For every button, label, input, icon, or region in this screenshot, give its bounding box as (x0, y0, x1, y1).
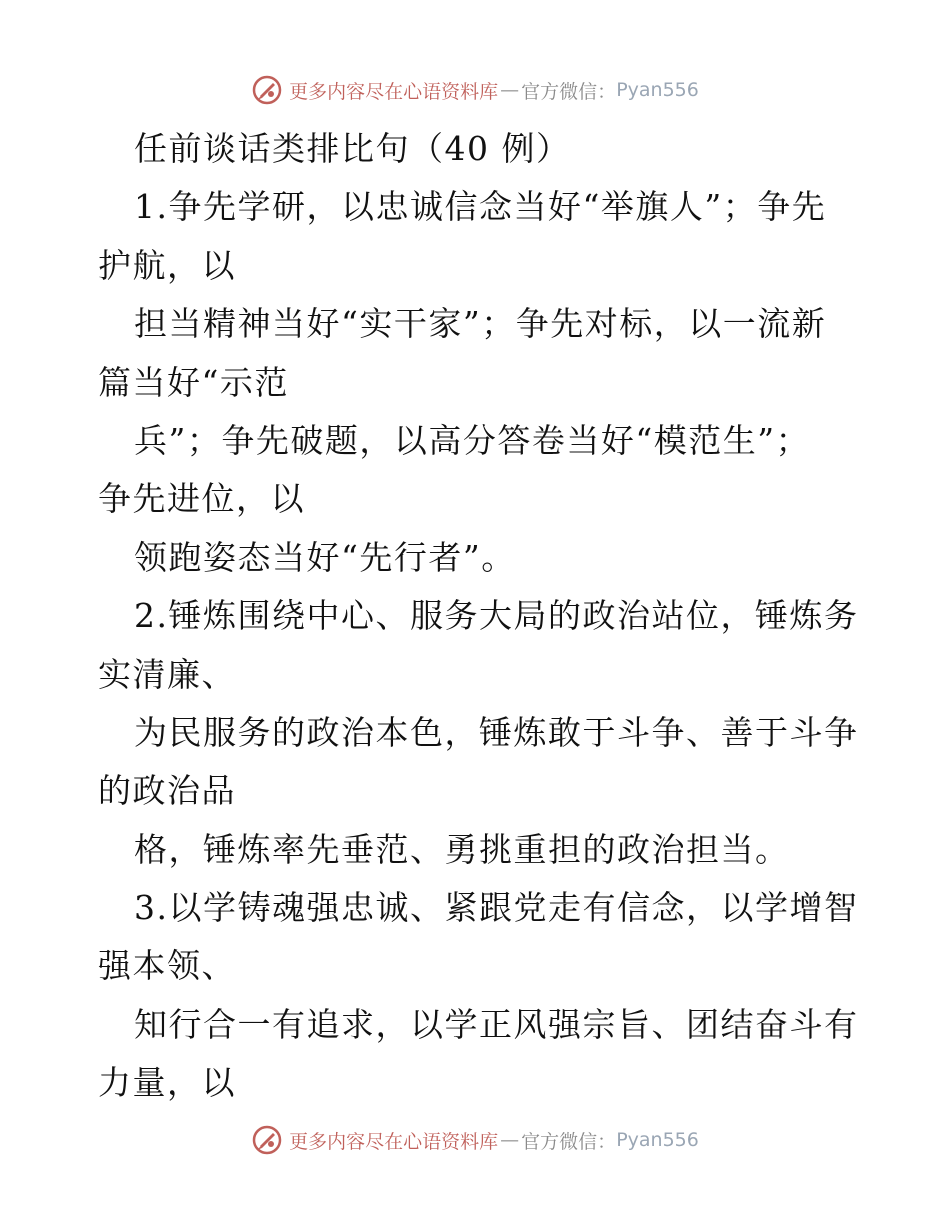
paragraph-line: 实清廉、 (98, 654, 236, 694)
paragraph-line: 格，锤炼率先垂范、勇挑重担的政治担当。 (134, 829, 790, 869)
logo-icon (251, 74, 283, 106)
paragraph-line: 2.锤炼围绕中心、服务大局的政治站位，锤炼务 (134, 596, 859, 636)
paragraph-line: 兵”；争先破题，以高分答卷当好“模范生”； (134, 420, 811, 460)
banner-official-label: 官方微信： (521, 1130, 617, 1153)
paragraph-line: 担当精神当好“实干家”；争先对标，以一流新 (134, 304, 827, 344)
banner-main-text: 更多内容尽在心语资料库 (289, 80, 499, 103)
paragraph-line: 领跑姿态当好“先行者”。 (134, 537, 516, 577)
paragraph-line: 强本领、 (98, 946, 236, 986)
banner-official-label: 官方微信： (521, 80, 617, 103)
paragraph-line: 3.以学铸魂强忠诚、紧跟党走有信念，以学增智 (134, 888, 859, 928)
paragraph-line: 知行合一有追求，以学正风强宗旨、团结奋斗有 (134, 1004, 859, 1044)
banner-main-text: 更多内容尽在心语资料库 (289, 1130, 499, 1153)
banner-wechat-id: Pyan556 (616, 79, 699, 101)
document-body (98, 120, 859, 1113)
banner-separator: — (500, 1129, 520, 1151)
paragraph-line: 的政治品 (98, 771, 236, 811)
banner-separator: — (500, 79, 520, 101)
header-banner (0, 70, 950, 110)
paragraph-line: 为民服务的政治本色，锤炼敢于斗争、善于斗争 (134, 712, 859, 752)
footer-banner (0, 1120, 950, 1160)
paragraph-line: 护航，以 (98, 245, 236, 285)
document-title: 任前谈话类排比句（40 例） (134, 129, 571, 168)
logo-icon (251, 1124, 283, 1156)
paragraph-line: 力量，以 (98, 1063, 236, 1103)
paragraph-line: 篇当好“示范 (98, 362, 289, 402)
paragraph-line: 1.争先学研，以忠诚信念当好“举旗人”；争先 (134, 187, 827, 227)
paragraph-line: 争先进位，以 (98, 479, 305, 519)
banner-wechat-id: Pyan556 (616, 1129, 699, 1151)
